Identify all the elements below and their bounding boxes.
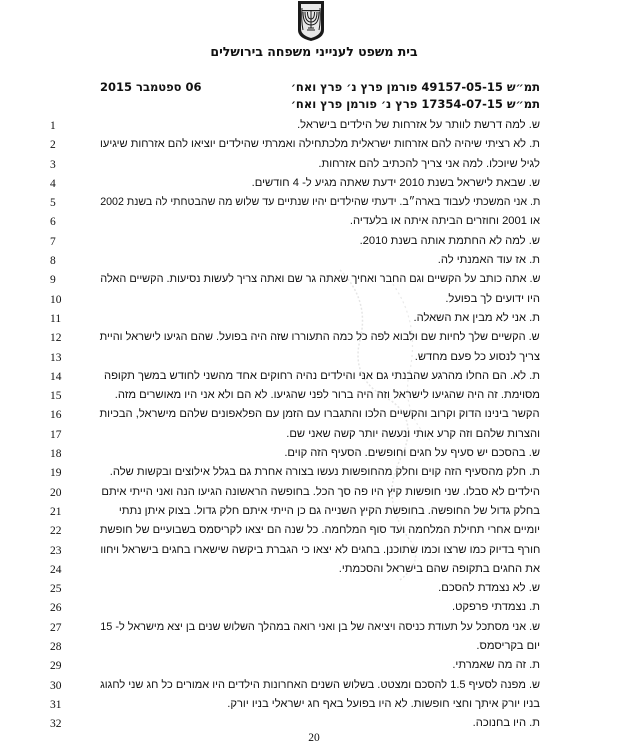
line-number: 25 bbox=[50, 583, 62, 596]
line-text: ש. הקשיים שלך לחיות שם ולבוא לפה כל כמה התעוררו שזה היה בפועל. שהם הגיעו לישראל והיית bbox=[99, 331, 540, 344]
transcript-line bbox=[0, 233, 628, 252]
line-text: את החגים בתקופה שהם בישראל והסכמתי. bbox=[338, 562, 540, 575]
transcript-line bbox=[0, 696, 628, 715]
line-text: ש. בהסכם יש סעיף על חגים וחופשים. הסעיף הזה קוים. bbox=[284, 447, 540, 460]
line-text: ש. למה לא החתמת אותה בשנת 2010. bbox=[359, 234, 540, 247]
transcript-line bbox=[0, 368, 628, 387]
line-number: 7 bbox=[50, 235, 56, 248]
transcript-line bbox=[0, 638, 628, 657]
transcript-line bbox=[0, 484, 628, 503]
transcript-line bbox=[0, 117, 628, 136]
line-number: 4 bbox=[50, 177, 56, 190]
transcript-line bbox=[0, 464, 628, 483]
line-number: 1 bbox=[50, 120, 56, 132]
line-text: ת. לא. הם החלו מהרגע שהבנתי גם אני והילדים נהיה רחוקים אחד מהשני לחודש במשך תקופה bbox=[103, 369, 540, 382]
line-number: 13 bbox=[50, 351, 62, 364]
line-number: 10 bbox=[50, 293, 62, 306]
line-number: 6 bbox=[50, 216, 56, 229]
line-number: 28 bbox=[50, 641, 62, 654]
line-number: 24 bbox=[50, 563, 62, 576]
transcript-line bbox=[0, 599, 628, 618]
line-text: ת. זה מה שאמרתי. bbox=[452, 659, 540, 672]
line-number: 11 bbox=[50, 312, 62, 325]
line-number: 30 bbox=[50, 679, 62, 692]
case-number: תמ״ש 17354-07-15 פרץ נ׳ פורמן פרץ ואח׳ bbox=[290, 97, 540, 111]
line-text: ש. מפנה לסעיף 1.5 להסכם ומצטט. בשלוש השנים האחרונות הילדים היו אמורים כל חג שני לחגוג bbox=[100, 678, 540, 691]
line-number: 26 bbox=[50, 602, 62, 615]
line-number: 23 bbox=[50, 544, 62, 557]
transcript-line bbox=[0, 542, 628, 561]
transcript-line bbox=[0, 657, 628, 676]
transcript-line bbox=[0, 329, 628, 348]
transcript-line bbox=[0, 194, 628, 213]
line-text: ת. אני לא מבין את השאלה. bbox=[413, 311, 540, 324]
transcript-line bbox=[0, 561, 628, 580]
line-number: 3 bbox=[50, 158, 56, 171]
line-number: 16 bbox=[50, 409, 62, 422]
transcript-line bbox=[0, 426, 628, 445]
line-text: ת. היו בחנוכה. bbox=[472, 717, 540, 730]
transcript-line bbox=[0, 619, 628, 638]
court-name: בית משפט לענייני משפחה בירושלים bbox=[210, 44, 418, 59]
line-number: 19 bbox=[50, 467, 62, 480]
transcript-line bbox=[0, 445, 628, 464]
line-text: הקשר בינינו הדוק וקרוב והקשיים הלכו והתגברו עם הזמן עם הפלאפונים שלהם מישראל, הבכיות bbox=[99, 408, 540, 421]
line-number: 31 bbox=[50, 698, 62, 711]
line-text: ת. לא רציתי שיהיה להם אזרחות ישראלית מלכתחילה ואמרתי שהילדים יוציאו להם אזרחות שיגיעו bbox=[100, 138, 540, 151]
line-number: 2 bbox=[50, 139, 56, 152]
line-number: 27 bbox=[50, 621, 62, 634]
line-text: או 2001 וחוזרים הביתה איתה או בלעדיה. bbox=[349, 215, 540, 228]
line-text: צריך לנסוע כל פעם מחדש. bbox=[414, 350, 540, 363]
line-text: ש. אתה כותב על הקשיים וגם החבר ואחיך שאתה גר שם ואתה צריך לעשות נסיעות. הקשיים האלה bbox=[99, 273, 540, 286]
transcript-line bbox=[0, 310, 628, 329]
line-text: ש. שבאת לישראל בשנת 2010 ידעת שאתה מגיע ל- 4 חודשים. bbox=[251, 176, 540, 189]
line-number: 32 bbox=[50, 718, 62, 731]
line-number: 5 bbox=[50, 197, 56, 210]
transcript-line bbox=[0, 136, 628, 155]
line-text: בניו יורק איתך וחצי חופשות. לא היו בפועל באף חג ישראלי בניו יורק. bbox=[227, 697, 540, 710]
line-number: 22 bbox=[50, 525, 62, 538]
transcript-line bbox=[0, 291, 628, 310]
transcript-line bbox=[0, 580, 628, 599]
line-text: והצרות שלהם וזה קרע אותי ונעשה יותר קשה שאני שם. bbox=[286, 427, 540, 440]
line-number: 14 bbox=[50, 370, 62, 383]
line-number: 29 bbox=[50, 660, 62, 673]
transcript-line bbox=[0, 175, 628, 194]
transcript-line bbox=[0, 349, 628, 368]
line-number: 8 bbox=[50, 255, 56, 268]
line-text: ת. חלק מהסעיף הזה קוים וחלק מהחופשות נעשו בצורה אחרת גם בגלל אילוצים ובקשות שלה. bbox=[109, 466, 540, 479]
transcript-line bbox=[0, 271, 628, 290]
line-number: 12 bbox=[50, 332, 62, 345]
transcript-line bbox=[0, 213, 628, 232]
line-text: הילדים לא סבלו. שני חופשות קיץ היו פה סך הכל. בחופשה הראשונה הגיעו הנה ואני הייתי איתם bbox=[101, 485, 540, 498]
line-text: ת. אני המשכתי לעבוד בארה״ב. ידעתי שהילדים יהיו שנתיים עד שלוש מה שהבטחתי לה בשנת 2002 bbox=[99, 196, 541, 209]
line-number: 20 bbox=[50, 486, 62, 499]
line-number: 15 bbox=[50, 390, 62, 403]
line-number: 17 bbox=[50, 428, 62, 441]
line-text: יומיים אחרי תחילת המלחמה ועד סוף המלחמה. כל שנה הם יצאו לקריסמס בשבועיים של חופשת bbox=[99, 524, 540, 537]
line-text: חורף בדיוק כמו שרצו וכמו שתוכנן. בחגים לא יצאו כי הגברת ביקשה שישארו בחגים בישראל ויחוו bbox=[99, 543, 540, 556]
transcript-lines bbox=[0, 117, 628, 735]
line-text: יום בקריסמס. bbox=[476, 640, 540, 653]
page-number: 20 bbox=[308, 732, 320, 744]
line-text: היו ידועים לך בפועל. bbox=[445, 292, 540, 305]
line-number: 9 bbox=[50, 274, 56, 287]
line-text: ת. אז עוד האמנתי לה. bbox=[437, 254, 540, 267]
state-emblem-icon bbox=[296, 0, 326, 42]
transcript-line bbox=[0, 522, 628, 541]
line-text: ש. למה דרשת לוותר על אזרחות של הילדים בישראל. bbox=[297, 119, 540, 131]
transcript-line bbox=[0, 503, 628, 522]
line-text: ת. נצמדתי פרפקט. bbox=[452, 601, 540, 614]
line-text: ש. לא נצמדת להסכם. bbox=[438, 582, 540, 595]
line-text: לגיל שיוכלו. למה אני צריך להכתיב להם אזרחות. bbox=[318, 157, 540, 170]
line-text: ש. אני מסתכל על תעודת כניסה ויציאה של בן ואני רואה במהלך השלוש שנים בן יצא מישראל ל- 15 bbox=[100, 620, 541, 633]
line-number: 18 bbox=[50, 448, 62, 461]
transcript-line bbox=[0, 677, 628, 696]
transcript-line bbox=[0, 387, 628, 406]
transcript-line bbox=[0, 252, 628, 271]
transcript-line bbox=[0, 406, 628, 425]
transcript-line bbox=[0, 156, 628, 175]
case-number: תמ״ש 49157-05-15 פורמן פרץ נ׳ פרץ ואח׳ bbox=[290, 80, 540, 94]
line-number: 21 bbox=[50, 505, 62, 518]
line-text: מסוימת. זה היה שהגיעו לישראל וזה היה ברור לפני שהגיעו. לא הם ולא אני היו מאושרים מזה. bbox=[114, 389, 540, 402]
document-date: 06 ספטמבר 2015 bbox=[100, 80, 202, 94]
line-text: בחלק גדול של החופשה. בחופשת הקיץ השנייה גם כן הייתי איתם חלק גדול. בצוק איתן נתתי bbox=[118, 504, 540, 517]
